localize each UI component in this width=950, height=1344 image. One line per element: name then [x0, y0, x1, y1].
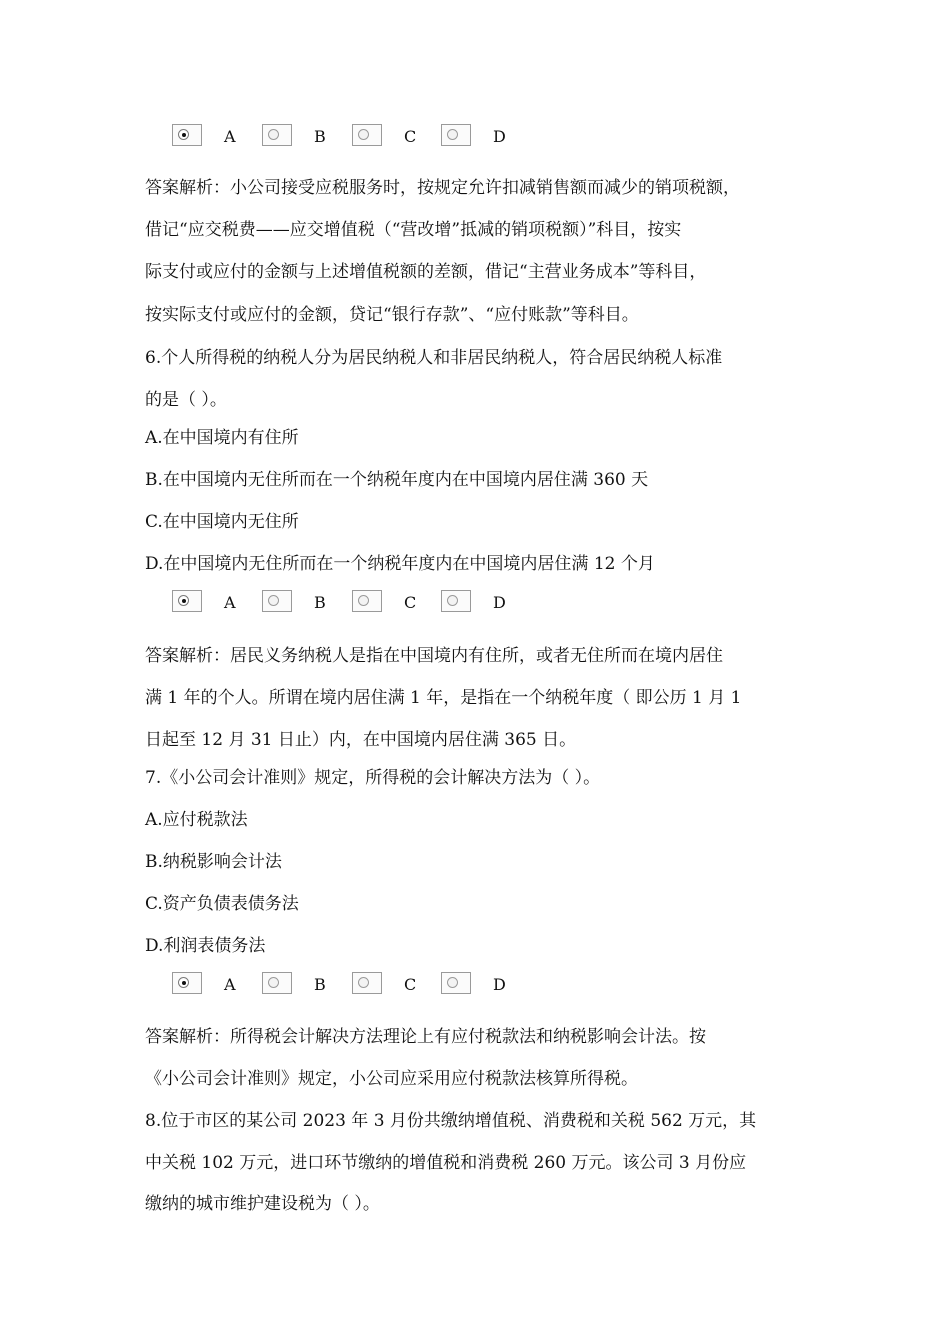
- explanation-line: 际支付或应付的金额与上述增值税额的差额，借记“主营业务成本”等科目，: [145, 262, 707, 282]
- option-letter: D: [493, 127, 506, 146]
- option-letter: C: [404, 127, 417, 146]
- choice-text: B.纳税影响会计法: [145, 852, 282, 872]
- radio-a[interactable]: [172, 590, 202, 612]
- radio-unchecked-icon: [358, 595, 369, 606]
- choice-text: C.资产负债表债务法: [145, 894, 299, 914]
- option-letter: C: [404, 593, 417, 612]
- option-letter: B: [314, 127, 326, 146]
- radio-unchecked-icon: [447, 977, 458, 988]
- radio-d[interactable]: [441, 124, 471, 146]
- explanation-line: 答案解析：所得税会计解决方法理论上有应付税款法和纳税影响会计法。按: [145, 1027, 706, 1047]
- question-stem: 缴纳的城市维护建设税为（ ）。: [145, 1194, 380, 1214]
- explanation-line: 答案解析：居民义务纳税人是指在中国境内有住所，或者无住所而在境内居住: [145, 646, 723, 666]
- explanation-line: 满 1 年的个人。所谓在境内居住满 1 年，是指在一个纳税年度（ 即公历 1 月 1: [145, 688, 742, 708]
- explanation-line: 日起至 12 月 31 日止）内，在中国境内居住满 365 日。: [145, 730, 577, 750]
- choice-text: A.在中国境内有住所: [145, 428, 299, 448]
- question-stem: 8.位于市区的某公司 2023 年 3 月份共缴纳增值税、消费税和关税 562 万元，其: [145, 1111, 757, 1131]
- option-letter: B: [314, 593, 326, 612]
- radio-unchecked-icon: [268, 595, 279, 606]
- radio-d[interactable]: [441, 590, 471, 612]
- radio-unchecked-icon: [358, 977, 369, 988]
- explanation-line: 借记“应交税费——应交增值税（“营改增”抵减的销项税额）”科目，按实: [145, 220, 682, 240]
- radio-unchecked-icon: [447, 595, 458, 606]
- radio-c[interactable]: [352, 972, 382, 994]
- radio-c[interactable]: [352, 124, 382, 146]
- question-stem: 6.个人所得税的纳税人分为居民纳税人和非居民纳税人，符合居民纳税人标准: [145, 348, 723, 368]
- radio-unchecked-icon: [268, 977, 279, 988]
- radio-checked-icon: [178, 977, 189, 988]
- option-letter: A: [224, 975, 236, 994]
- question-stem: 的是（ ）。: [145, 390, 227, 410]
- radio-a[interactable]: [172, 972, 202, 994]
- question-stem: 7.《小公司会计准则》规定，所得税的会计解决方法为（ ）。: [145, 768, 601, 788]
- option-letter: D: [493, 975, 506, 994]
- radio-b[interactable]: [262, 972, 292, 994]
- radio-b[interactable]: [262, 590, 292, 612]
- explanation-line: 答案解析：小公司接受应税服务时，按规定允许扣减销售额而减少的销项税额，: [145, 178, 740, 198]
- radio-unchecked-icon: [447, 129, 458, 140]
- explanation-line: 《小公司会计准则》规定，小公司应采用应付税款法核算所得税。: [145, 1069, 638, 1089]
- option-letter: A: [224, 127, 236, 146]
- radio-c[interactable]: [352, 590, 382, 612]
- option-letter: D: [493, 593, 506, 612]
- choice-text: C.在中国境内无住所: [145, 512, 299, 532]
- question-stem: 中关税 102 万元，进口环节缴纳的增值税和消费税 260 万元。该公司 3 月份应: [145, 1153, 747, 1173]
- radio-unchecked-icon: [268, 129, 279, 140]
- explanation-line: 按实际支付或应付的金额，贷记“银行存款”、“应付账款”等科目。: [145, 305, 639, 325]
- option-letter: C: [404, 975, 417, 994]
- radio-b[interactable]: [262, 124, 292, 146]
- radio-checked-icon: [178, 129, 189, 140]
- radio-a[interactable]: [172, 124, 202, 146]
- choice-text: D.在中国境内无住所而在一个纳税年度内在中国境内居住满 12 个月: [145, 554, 655, 574]
- radio-d[interactable]: [441, 972, 471, 994]
- option-letter: B: [314, 975, 326, 994]
- choice-text: B.在中国境内无住所而在一个纳税年度内在中国境内居住满 360 天: [145, 470, 649, 490]
- choice-text: A.应付税款法: [145, 810, 248, 830]
- choice-text: D.利润表债务法: [145, 936, 266, 956]
- radio-unchecked-icon: [358, 129, 369, 140]
- radio-checked-icon: [178, 595, 189, 606]
- option-letter: A: [224, 593, 236, 612]
